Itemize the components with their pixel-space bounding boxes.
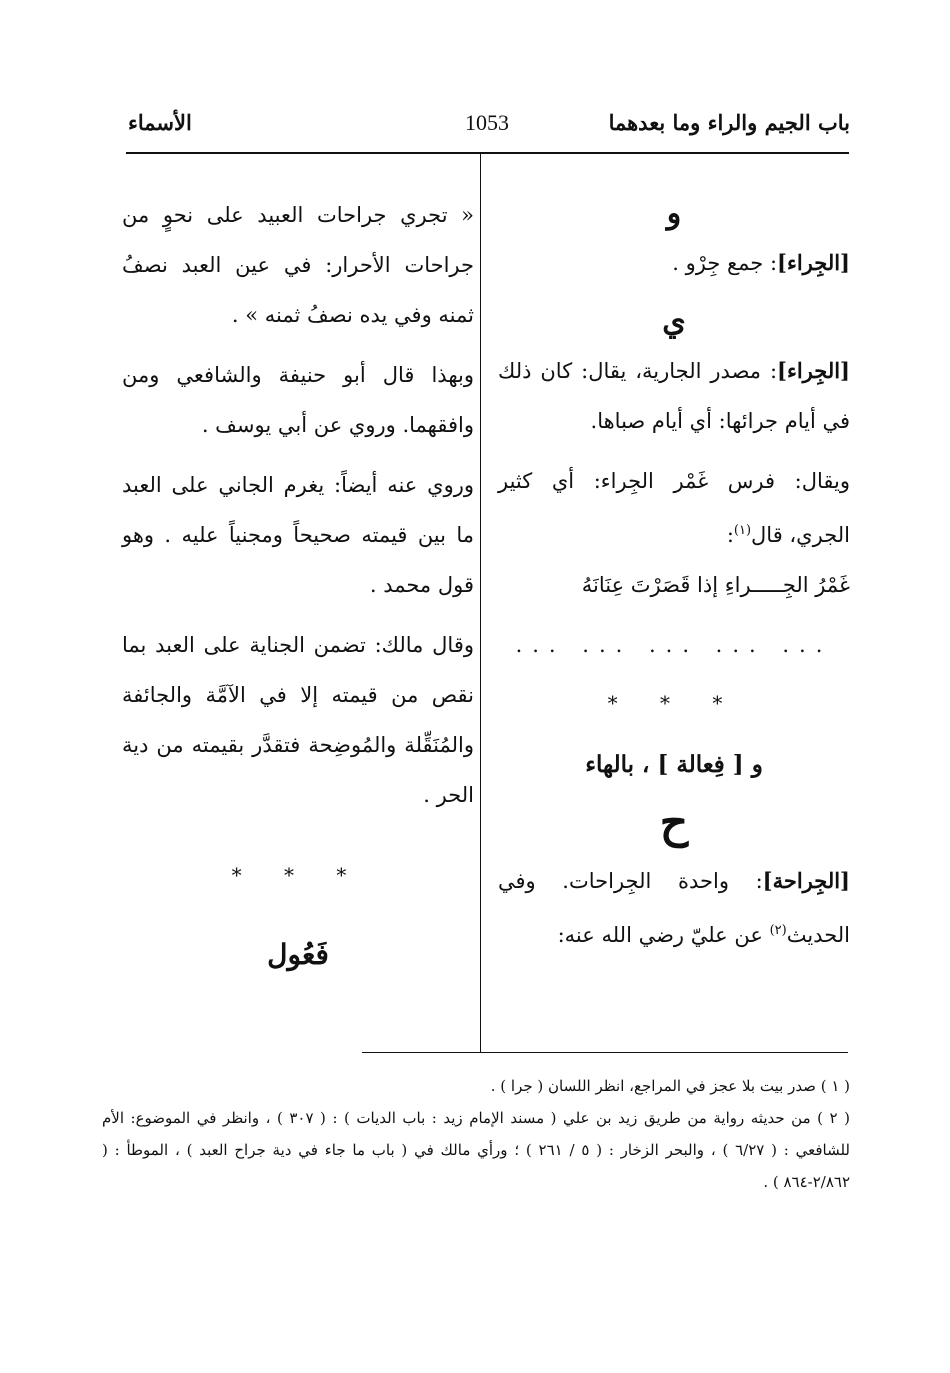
left-column [122, 190, 474, 980]
section-separator-stars: * * * [231, 863, 365, 887]
footnote-1: ( ١ ) صدر بيت بلا عجز في المراجع، انظر اللسان ( جرا ) . [490, 1077, 850, 1095]
letter-heading-ya: ي [662, 304, 686, 339]
footnote-ref-1: (١) [733, 523, 752, 538]
footnote-ref-2: (٢) [769, 923, 787, 938]
entry-term: [الجِراء] [777, 358, 850, 383]
running-header-chapter: باب الجيم والراء وما بعدهما [608, 110, 850, 135]
next-section-heading: فَعُول [267, 938, 329, 971]
ellipsis-dots: ... ... ... ... ... [515, 633, 833, 657]
entry-jira-2-continued [498, 456, 850, 560]
entry-term: [الجِراء] [777, 250, 850, 275]
colon: : [726, 523, 734, 547]
column-divider [480, 154, 481, 1052]
letter-heading-waw: و [666, 196, 682, 231]
footnote-2: ( ٢ ) من حديثه رواية من طريق زيد بن علي ( مسند الإمام زيد : باب الديات ) : ( ٣٠٧ ) ، وانظر في الموضوع: الأم للشافعي : ( ٦/٢٧ ) ، والبحر الزخار : ( ٥ / ٢٦١ ) ؛ ورأي مالك في ( باب ما جاء في دية جراح العبد ) ، الموطأ : ( ٢/٨٦٢-٨٦٤ ) . [102, 1109, 850, 1191]
entry-term: [الجِراحة] [762, 868, 850, 893]
entry-definition: : جمع جِرْو . [672, 251, 778, 275]
paragraph-malik: وقال مالك: تضمن الجناية على العبد بما نقص من قيمته إلا في الآمَّة والجائفة والمُنَقِّلة والمُوضِحة فتقدَّر بقيمته من دية الحر . [122, 633, 474, 807]
footnotes [102, 1070, 850, 1198]
paragraph-muhammad: وروي عنه أيضاً: يغرم الجاني على العبد ما بين قيمته صحيحاً ومجنياً عليه . وهو قول محمد . [122, 473, 474, 597]
entry-jira-1 [498, 238, 850, 288]
entry-jiraha [498, 856, 850, 960]
section-heading-fiala: و [ فِعالة ] ، بالهاء [585, 751, 763, 778]
entry-definition: : واحدة الجِراحات. وفي الحديث [498, 869, 850, 947]
page-number: 1053 [465, 110, 509, 135]
right-column [498, 190, 850, 960]
hadith-quote: « تجري جراحات العبيد على نحوٍ من جراحات الأحرار: في عين العبد نصفُ ثمنه وفي يده نصفُ ثمنه » . [122, 203, 474, 327]
entry-jira-2 [498, 346, 850, 446]
running-header-section: الأسماء [128, 110, 192, 135]
entry-text-end: عن عليّ رضي الله عنه: [557, 923, 770, 947]
entry-text: ويقال: فرس غَمْر الجِراء: أي كثير الجري، قال [498, 469, 850, 547]
paragraph-abu-hanifa: وبهذا قال أبو حنيفة والشافعي ومن وافقهما. وروي عن أبي يوسف . [122, 363, 474, 437]
poem-verse: غَمْرُ الجِـــــراءِ إذا قَصَرْتَ عِنَانَهُ [581, 573, 850, 597]
entry-definition: : مصدر الجارية، يقال: كان ذلك في أيام جرائها: أي أيام صباها. [498, 359, 850, 433]
header-rule [126, 152, 849, 154]
footnote-rule [362, 1052, 848, 1053]
letter-heading-ha: ح [659, 797, 689, 848]
section-separator-stars: * * * [607, 691, 741, 715]
